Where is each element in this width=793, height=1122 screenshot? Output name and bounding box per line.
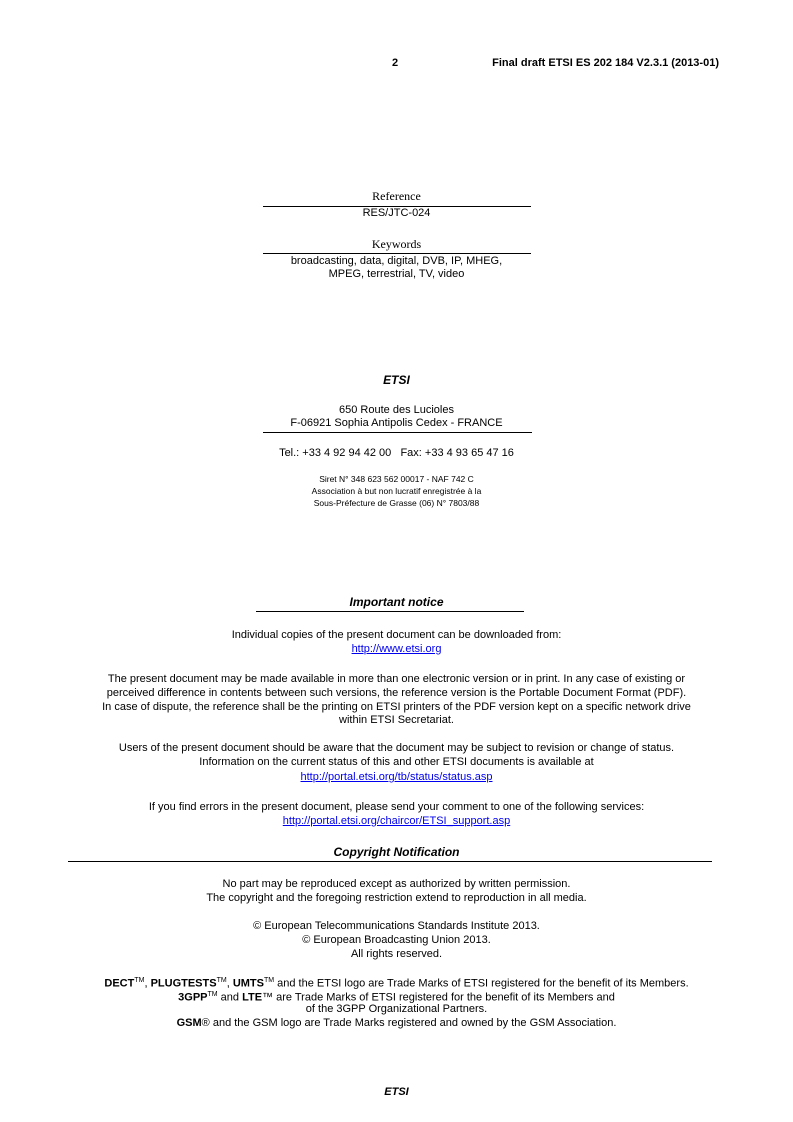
copyright-holder: All rights reserved. [350, 948, 443, 960]
copyright-holder: © European Broadcasting Union 2013. [302, 934, 491, 946]
legal-line: Sous-Préfecture de Grasse (06) N° 7803/88 [313, 498, 480, 508]
trademark-text: and [217, 991, 243, 1004]
footer-org: ETSI [384, 1086, 409, 1098]
tm-plugtests: PLUGTESTS [150, 977, 217, 990]
page-number: 2 [392, 57, 399, 69]
separator: , [226, 977, 233, 990]
notice-text: Users of the present document should be aware that the document may be subject to revision or change of status. [118, 742, 675, 754]
address-line: 650 Route des Lucioles [339, 404, 454, 416]
notice-text: Individual copies of the present document can be downloaded from: [231, 629, 562, 641]
support-link[interactable]: http://portal.etsi.org/chaircor/ETSI_support.asp [282, 815, 511, 827]
keywords-label: Keywords [371, 237, 422, 251]
divider [68, 861, 712, 862]
etsi-website-link[interactable]: http://www.etsi.org [351, 643, 442, 655]
keywords-line: MPEG, terrestrial, TV, video [328, 268, 465, 280]
trademark-text: ™ are Trade Marks of ETSI registered for the benefit of its Members and [262, 991, 615, 1004]
trademark-text: ® and the GSM logo are Trade Marks registered and owned by the GSM Association. [201, 1017, 617, 1029]
phone-fax: Tel.: +33 4 92 94 42 00 Fax: +33 4 93 65 47 16 [279, 447, 514, 459]
notice-text: Information on the current status of this and other ETSI documents is available at [199, 756, 594, 768]
document-title: Final draft ETSI ES 202 184 V2.3.1 (2013-01) [492, 57, 719, 69]
copyright-text: The copyright and the foregoing restriction extend to reproduction in all media. [206, 892, 587, 904]
copyright-heading: Copyright Notification [333, 845, 460, 859]
tm-mark: TM [216, 977, 227, 984]
legal-line: Siret N° 348 623 562 00017 - NAF 742 C [319, 474, 474, 484]
trademark-line: of the 3GPP Organizational Partners. [305, 1003, 488, 1015]
notice-text: perceived difference in contents between such versions, the reference version is the Portable Document Format (PDF). [106, 687, 687, 699]
legal-line: Association à but non lucratif enregistrée à la [311, 486, 482, 496]
tm-dect: DECT [104, 977, 135, 990]
divider [263, 432, 532, 433]
tm-mark: TM [207, 991, 218, 998]
separator: , [144, 977, 151, 990]
tm-3gpp: 3GPP [178, 991, 208, 1004]
trademark-line [0, 1016, 793, 1030]
tm-mark: TM [263, 977, 275, 984]
tm-mark: TM [134, 977, 145, 984]
org-name: ETSI [383, 373, 410, 387]
reference-label: Reference [372, 189, 421, 203]
copyright-text: No part may be reproduced except as authorized by written permission. [222, 878, 571, 890]
divider [256, 611, 524, 612]
notice-text: The present document may be made available in more than one electronic version or in print. In any case of existing or [107, 673, 686, 685]
notice-text: within ETSI Secretariat. [339, 714, 454, 726]
notice-text: If you find errors in the present document, please send your comment to one of the following services: [148, 801, 645, 813]
tm-umts: UMTS [232, 977, 264, 990]
trademark-text: and the ETSI logo are Trade Marks of ETSI registered for the benefit of its Members. [274, 977, 689, 990]
address-line: F-06921 Sophia Antipolis Cedex - FRANCE [290, 417, 503, 429]
keywords-line: broadcasting, data, digital, DVB, IP, MHEG, [290, 255, 503, 267]
copyright-holder: © European Telecommunications Standards Institute 2013. [253, 920, 540, 932]
status-link[interactable]: http://portal.etsi.org/tb/status/status.asp [300, 771, 493, 783]
tm-gsm: GSM [176, 1017, 202, 1029]
reference-value: RES/JTC-024 [362, 207, 431, 219]
important-notice-heading: Important notice [349, 595, 444, 609]
notice-text: In case of dispute, the reference shall be the printing on ETSI printers of the PDF version kept on a specific network drive [102, 701, 691, 713]
tm-lte: LTE [242, 991, 263, 1004]
